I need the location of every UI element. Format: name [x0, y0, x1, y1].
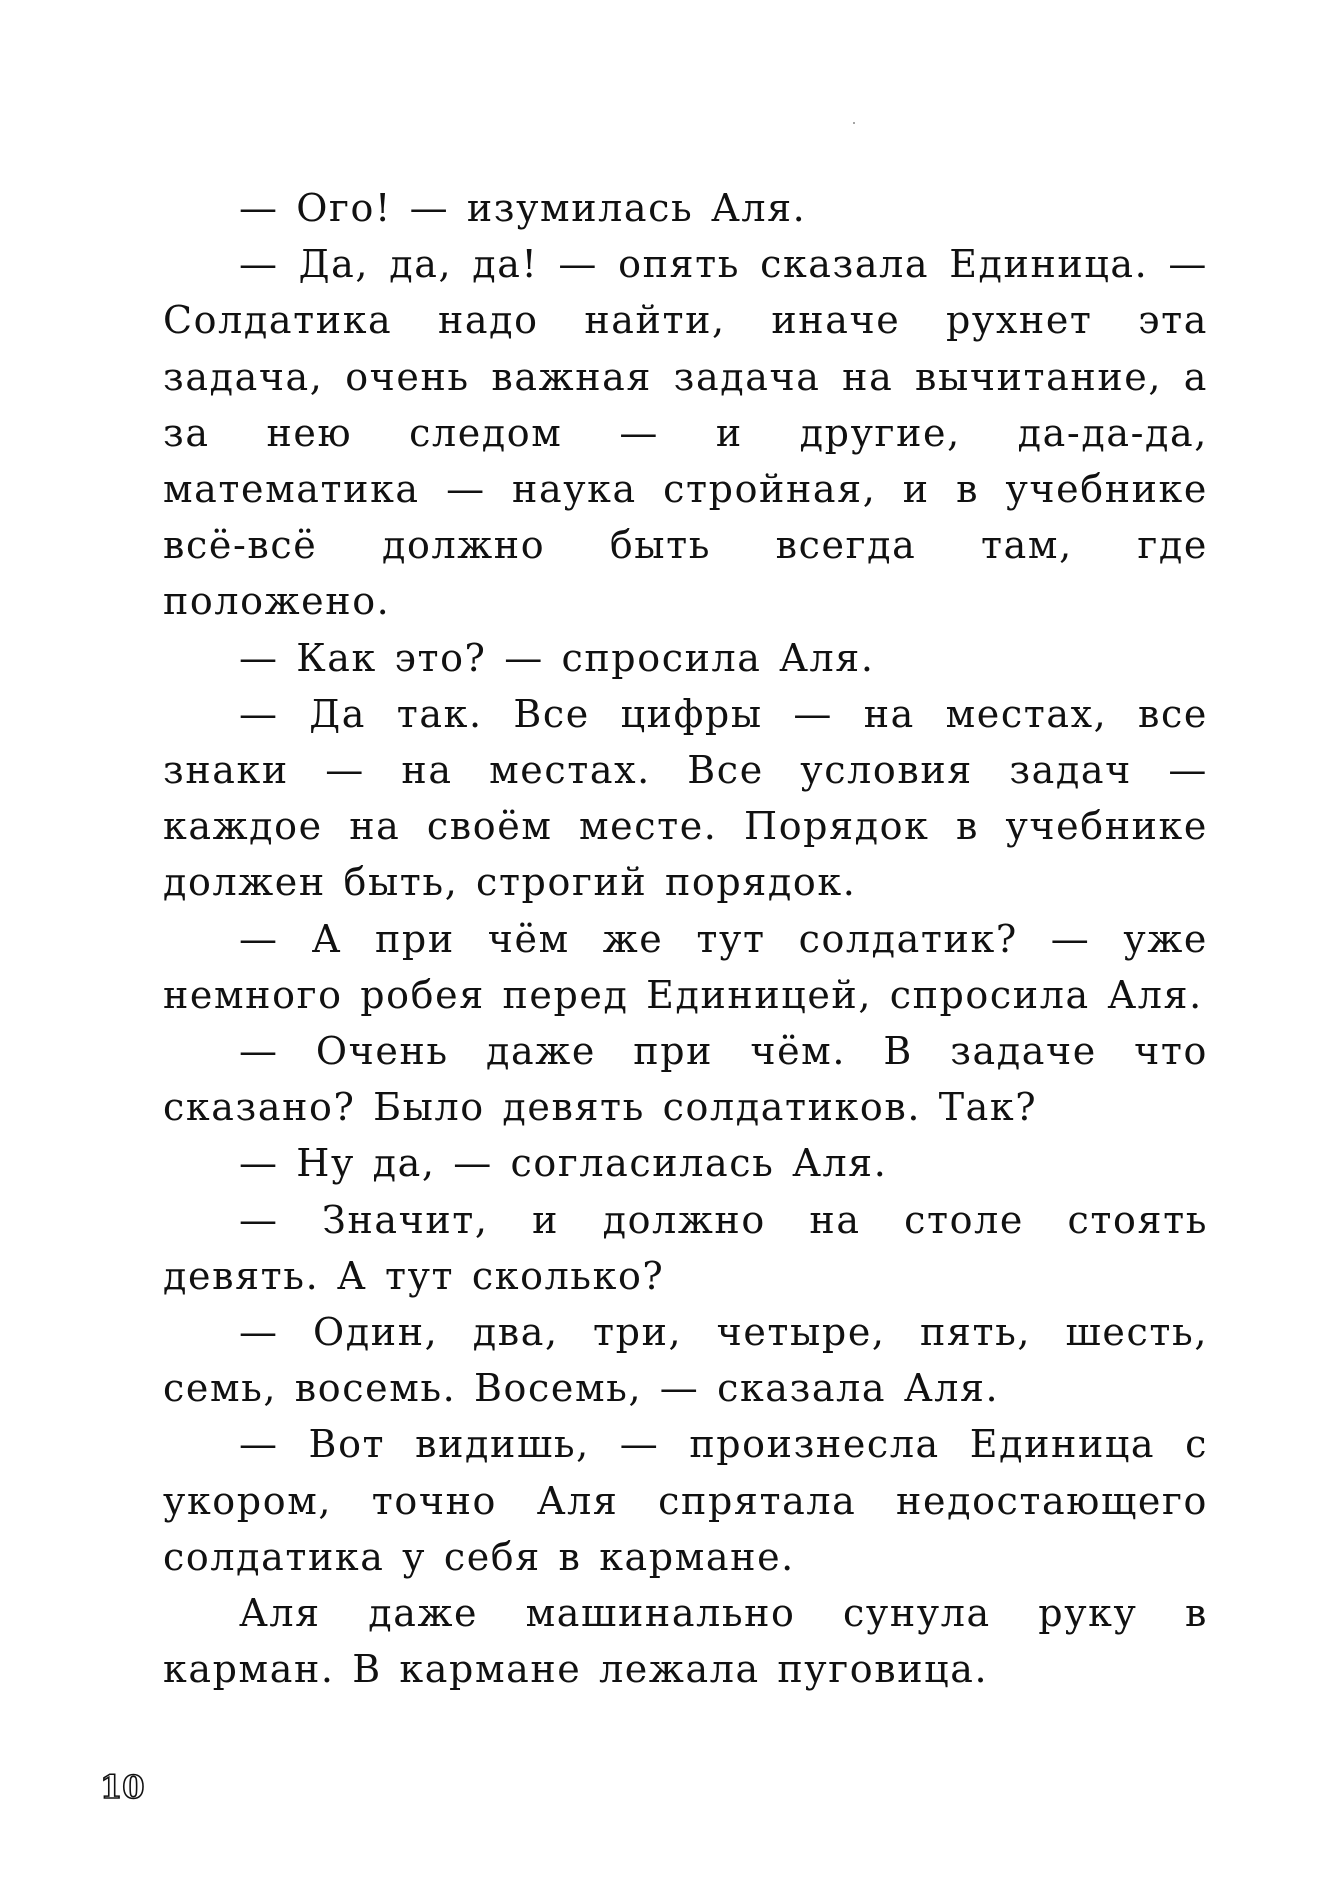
paragraph: — Да, да, да! — опять сказала Единица. — Солдатика надо найти, иначе рухнет эта задача, очень важная задача на вычитание, а за нею следом — и другие, да-да-да, математика — наука стройная, и в учебнике всё-всё должно быть всегда там, где положено.: [163, 242, 1208, 624]
body-text: [163, 180, 1208, 1697]
page-number: 10: [100, 1768, 145, 1806]
paragraph: — Один, два, три, четыре, пять, шесть, семь, восемь. Восемь, — сказала Аля.: [163, 1310, 1208, 1411]
paragraph: — Значит, и должно на столе стоять девять. А тут сколько?: [163, 1197, 1208, 1298]
paragraph: — Да так. Все цифры — на местах, все знаки — на местах. Все условия задач — каждое на своём месте. Порядок в учебнике должен быть, строгий порядок.: [163, 691, 1208, 905]
paragraph: — А при чём же тут солдатик? — уже немного робея перед Единицей, спросила Аля.: [163, 916, 1208, 1017]
paragraph: Аля даже машинально сунула руку в карман. В кармане лежала пуговица.: [163, 1591, 1208, 1692]
paragraph: — Вот видишь, — произнесла Единица с укором, точно Аля спрятала недостающего солдатика у себя в кармане.: [163, 1422, 1208, 1579]
paragraph: — Очень даже при чём. В задаче что сказано? Было девять солдатиков. Так?: [163, 1029, 1208, 1130]
print-speck: [853, 122, 855, 124]
paragraph: — Ну да, — согласилась Аля.: [239, 1141, 888, 1186]
paragraph: — Как это? — спросила Аля.: [239, 635, 875, 680]
paragraph: — Ого! — изумилась Аля.: [239, 186, 807, 230]
